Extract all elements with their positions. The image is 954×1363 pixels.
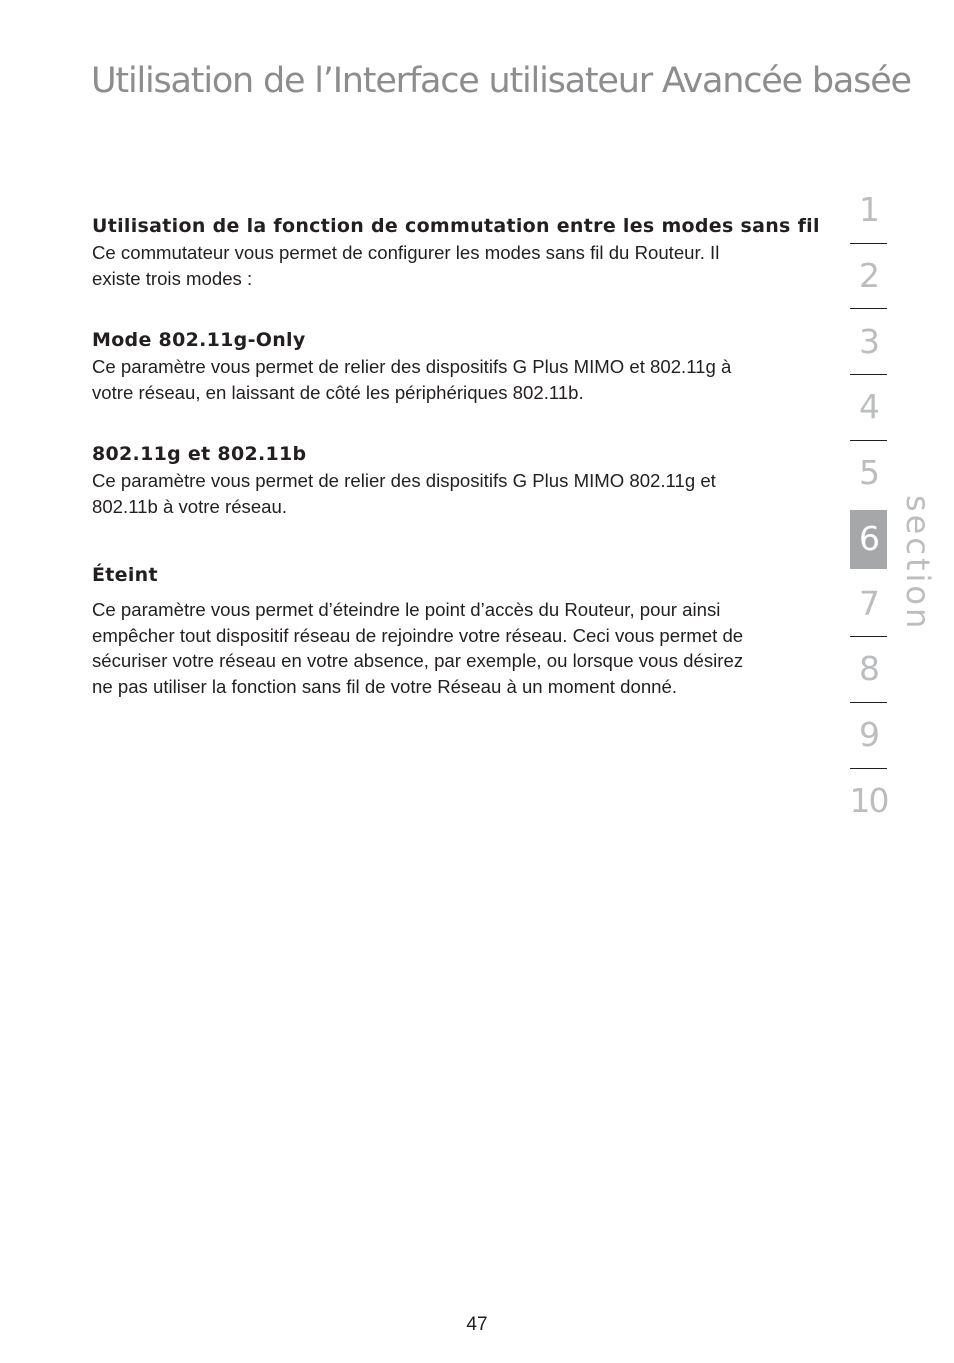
section-heading: Utilisation de la fonction de commutation entre les modes sans fil xyxy=(92,215,820,237)
section-heading: 802.11g et 802.11b xyxy=(92,443,307,465)
section-nav xyxy=(850,178,887,834)
paragraph-line: existe trois modes : xyxy=(92,267,253,289)
paragraph-line: Ce paramètre vous permet d’éteindre le point d’accès du Routeur, pour ainsi xyxy=(92,599,721,620)
section-heading: Mode 802.11g-Only xyxy=(92,329,306,351)
section-mode-g-only xyxy=(92,326,731,405)
paragraph-line: sécuriser votre réseau en votre absence, par exemple, ou lorsque vous désirez xyxy=(92,650,744,671)
section-nav-item-9[interactable]: 9 xyxy=(850,703,887,769)
section-paragraph xyxy=(92,597,743,699)
section-wireless-mode-switch xyxy=(92,212,820,291)
section-paragraph xyxy=(92,240,820,291)
paragraph-line: Ce paramètre vous permet de relier des dispositifs G Plus MIMO 802.11g et xyxy=(92,470,716,491)
section-nav-item-10[interactable]: 10 xyxy=(849,780,888,820)
section-nav-item-1[interactable]: 1 xyxy=(850,178,887,244)
paragraph-line: votre réseau, en laissant de côté les périphériques 802.11b. xyxy=(92,381,584,403)
section-heading: Éteint xyxy=(92,564,158,586)
section-mode-g-and-b xyxy=(92,440,716,519)
section-nav-item-6-active[interactable]: 6 xyxy=(850,510,887,569)
section-nav-item-7[interactable]: 7 xyxy=(850,571,887,637)
page-number: 47 xyxy=(466,1314,488,1335)
section-nav-item-3[interactable]: 3 xyxy=(850,309,887,375)
section-nav-item-4[interactable]: 4 xyxy=(850,375,887,441)
section-paragraph xyxy=(92,354,731,405)
section-nav-item-2[interactable]: 2 xyxy=(850,244,887,310)
paragraph-line: 802.11b à votre réseau. xyxy=(92,495,288,517)
paragraph-line: Ce paramètre vous permet de relier des dispositifs G Plus MIMO et 802.11g à xyxy=(92,356,732,377)
section-nav-item-5[interactable]: 5 xyxy=(859,453,878,493)
section-label: section xyxy=(899,495,937,632)
section-paragraph xyxy=(92,468,716,519)
section-off xyxy=(92,561,743,699)
page-title: Utilisation de l’Interface utilisateur Avancée basée xyxy=(91,61,911,101)
paragraph-line: empêcher tout dispositif réseau de rejoindre votre réseau. Ceci vous permet de xyxy=(92,624,744,646)
section-nav-item-8[interactable]: 8 xyxy=(850,637,887,703)
paragraph-line: ne pas utiliser la fonction sans fil de votre Réseau à un moment donné. xyxy=(92,675,678,697)
paragraph-line: Ce commutateur vous permet de configurer les modes sans fil du Routeur. Il xyxy=(92,242,720,263)
